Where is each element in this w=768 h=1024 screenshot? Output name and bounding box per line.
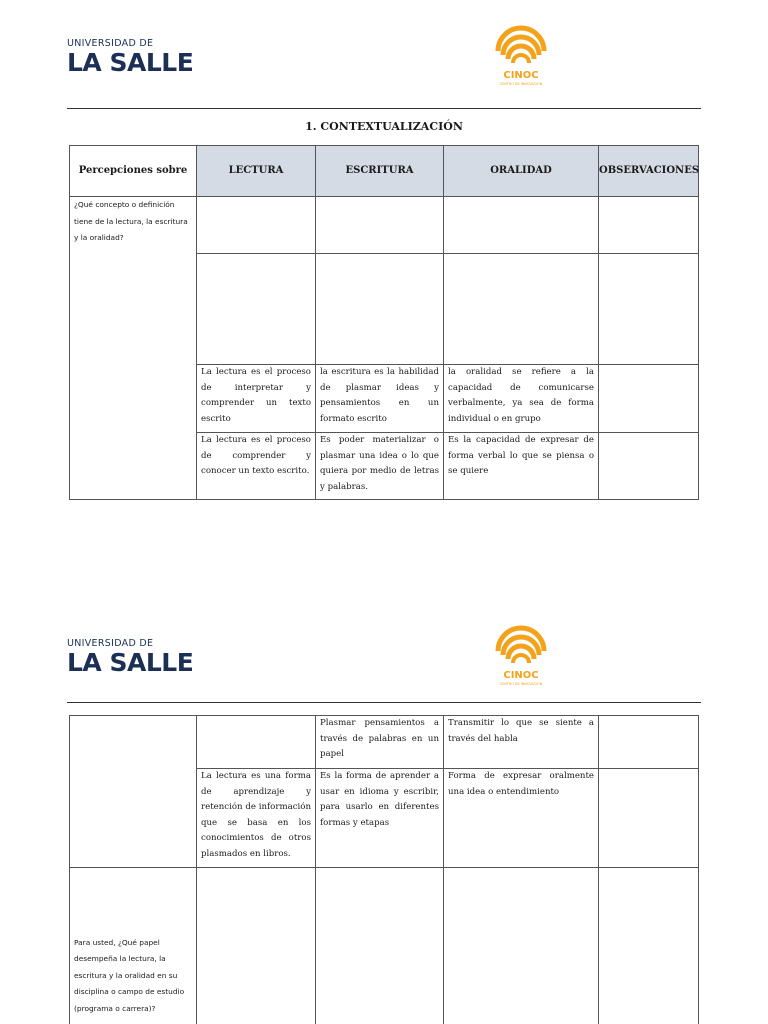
cell-orality[interactable] [444, 868, 599, 1024]
lasalle-logo [67, 639, 197, 679]
cell-writing[interactable]: Es la forma de aprender a usar en idioma y escribir, para usarlo en diferentes formas y etapas [316, 769, 444, 868]
cell-orality[interactable]: Forma de expresar oralmente una idea o entendimiento [444, 769, 599, 868]
cinoc-logo-subtext: CENTRO DE INNOVACIÓN [499, 682, 543, 686]
cell-reading[interactable] [197, 197, 316, 254]
cinoc-logo-text: CINOC [503, 70, 539, 81]
question-text: Para usted, ¿Qué papel desempeña la lectura, la escritura y la oralidad en su disciplina o campo de estudio (programa o carrera)? [74, 937, 185, 1013]
lasalle-logo [67, 39, 197, 79]
cell-writing[interactable]: Plasmar pensamientos a través de palabras en un papel [316, 716, 444, 769]
table-header-row [70, 146, 699, 197]
cell-orality[interactable]: la oralidad se refiere a la capacidad de comunicarse verbalmente, ya sea de forma individual o en grupo [444, 365, 599, 433]
perceptions-table [69, 145, 699, 500]
cell-writing[interactable] [316, 868, 444, 1024]
cell-orality[interactable] [444, 197, 599, 254]
cell-reading[interactable]: La lectura es el proceso de comprender y conocer un texto escrito. [197, 433, 316, 500]
cinoc-logo [490, 625, 552, 695]
cinoc-logo-mark [490, 25, 552, 95]
cell-reading[interactable] [197, 716, 316, 769]
cell-reading[interactable] [197, 254, 316, 365]
header-writing: ESCRITURA [316, 146, 444, 197]
lasalle-logo-brand-text: LA SALLE [67, 48, 194, 77]
cell-reading[interactable]: La lectura es una forma de aprendizaje y retención de información que se basa en los conocimientos de otros plasmados en libros. [197, 769, 316, 868]
question-cell-2 [70, 868, 197, 1024]
lasalle-logo-brand-text: LA SALLE [67, 648, 194, 677]
question-cell-continued [70, 716, 197, 868]
cinoc-logo-subtext: CENTRO DE INNOVACIÓN [499, 82, 543, 86]
table-row [70, 868, 699, 1024]
question-text: ¿Qué concepto o definición tiene de la lectura, la escritura y la oralidad? [74, 200, 188, 242]
cinoc-logo [490, 25, 552, 95]
section-title: 1. CONTEXTUALIZACIÓN [305, 120, 463, 133]
cell-observations[interactable] [599, 769, 699, 868]
cell-orality[interactable]: Transmitir lo que se siente a través del habla [444, 716, 599, 769]
cell-observations[interactable] [599, 254, 699, 365]
cell-observations[interactable] [599, 197, 699, 254]
document-page-2 [0, 600, 768, 1024]
header-reading: LECTURA [197, 146, 316, 197]
header-divider [67, 108, 701, 109]
table-row [70, 197, 699, 254]
cell-writing[interactable]: Es poder materializar o plasmar una idea o lo que quiera por medio de letras y palabras. [316, 433, 444, 500]
perceptions-table-continued [69, 715, 699, 1024]
cell-observations[interactable] [599, 365, 699, 433]
cell-observations[interactable] [599, 433, 699, 500]
cell-reading[interactable] [197, 868, 316, 1024]
cinoc-logo-mark [490, 625, 552, 695]
header-observations: OBSERVACIONES [599, 146, 699, 197]
cell-reading[interactable]: La lectura es el proceso de interpretar y comprender un texto escrito [197, 365, 316, 433]
cell-writing[interactable] [316, 254, 444, 365]
cell-orality[interactable] [444, 254, 599, 365]
question-cell-1 [70, 197, 197, 500]
cell-writing[interactable]: la escritura es la habilidad de plasmar ideas y pensamientos en un formato escrito [316, 365, 444, 433]
cell-observations[interactable] [599, 716, 699, 769]
table-row [70, 716, 699, 769]
header-perceptions: Percepciones sobre [70, 146, 197, 197]
cell-writing[interactable] [316, 197, 444, 254]
cell-orality[interactable]: Es la capacidad de expresar de forma verbal lo que se piensa o se quiere [444, 433, 599, 500]
cinoc-logo-text: CINOC [503, 670, 539, 681]
cell-observations[interactable] [599, 868, 699, 1024]
lasalle-logo-top-text: UNIVERSIDAD DE [67, 638, 154, 649]
header-orality: ORALIDAD [444, 146, 599, 197]
header-divider [67, 702, 701, 703]
lasalle-logo-top-text: UNIVERSIDAD DE [67, 38, 154, 49]
